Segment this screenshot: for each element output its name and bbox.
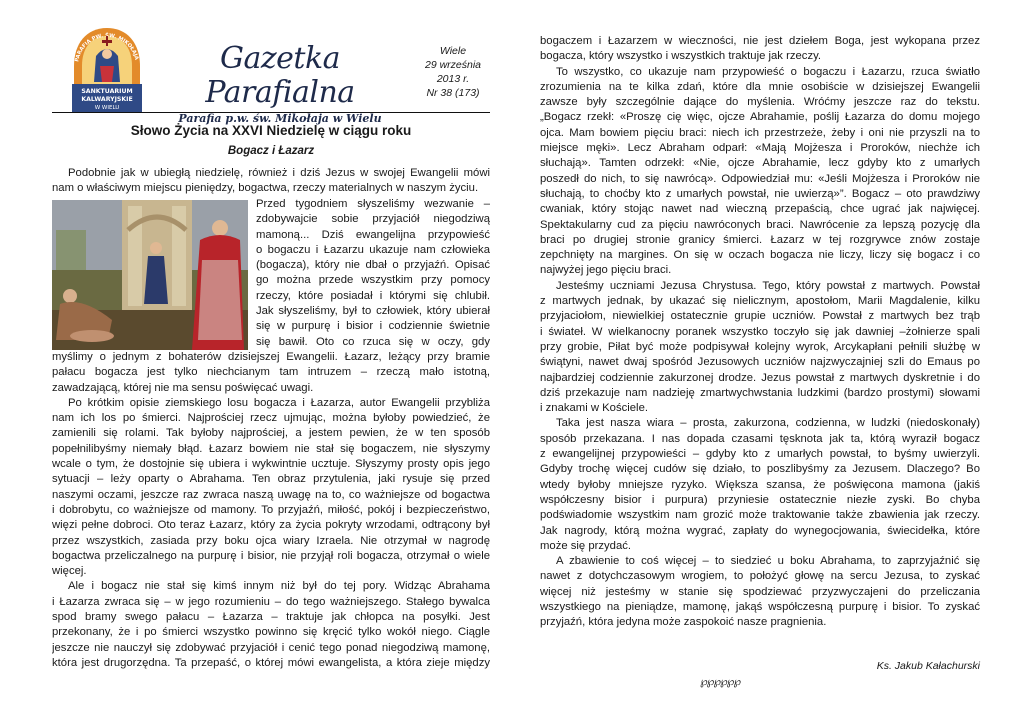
paragraph-line: bogactwa przeliczalnego na purpurę i bisior, nie przyjął roli bogacza, otrzymał o wiele bbox=[52, 549, 490, 562]
paragraph-line: podświadomie wszystkim nam grozić może traktowanie także zbawienia jak rzeczy. bbox=[540, 509, 980, 522]
paragraph-line: więzi pełne dobroci. Oto teraz Łazarz, który za życia pokryty wrzodami, odtrącony był bbox=[52, 519, 490, 532]
paragraph-line: słuchają». Tamten odrzekł: «Nie, ojcze Abrahamie, lecz gdyby kto z umarłych bbox=[540, 157, 980, 170]
paragraph-line: Podobnie jak w ubiegłą niedzielę, również i dziś Jezus w swojej Ewangelii mówi bbox=[68, 167, 490, 179]
paragraph-line: rzeczy, które posiadał i którymi się chlubił. bbox=[256, 289, 490, 302]
paragraph-line: wcale o tym, że dostojnie się ubiera i wykwintnie ucztuje. Słyszymy prosty opis jego bbox=[52, 458, 490, 471]
paragraph-line: poszedł do nich, to się nawrócą». Odpowiedział mu: «Jeśli Mojżesza i Proroków nie bbox=[540, 172, 980, 185]
paragraph-line: nam o właściwym miejscu pieniędzy, bogactwa, rzeczy materialnych w naszym życiu. bbox=[52, 182, 479, 195]
paragraph-line: przyjaźń, która jedyna może zaspokoić nasze pragnienia. bbox=[540, 616, 827, 629]
paragraph-line: To wszystko, co ukazuje nam przypowieść o bogaczu i Łazarzu, rzuca światło bbox=[556, 65, 980, 78]
gazette-subtitle: Parafia p.w. św. Mikołaja w Wielu bbox=[178, 112, 382, 125]
paragraph-line: Gdyby trochę więcej cudów się działo, to poszlibyśmy za Jezusem. Dlaczego? Bo bbox=[540, 463, 980, 476]
paragraph-line: która jest drugorzędna. Ta przepaść, o której mówi ewangelista, a która zieje między bbox=[52, 656, 490, 669]
paragraph-line: zamienili się rolami. Tak byłoby najprościej, a jestem pewien, że w ten sposób bbox=[52, 427, 490, 440]
issue-number: Nr 38 (173) bbox=[426, 87, 480, 99]
paragraph-line: jeszcze nie nauczył się zdobywać przyjaciół i cenić tego ponad niegodziwą mamonę, bbox=[52, 641, 490, 654]
left-column-wrap bbox=[256, 197, 490, 350]
paragraph-line: go można przede wszystkim przy pomocy bbox=[256, 274, 490, 287]
paragraph-line: cwaniak, który stojąc nawet nad wieczną przepaścią, chce ugrać jak najwięcej. bbox=[540, 203, 980, 216]
paragraph-line: najbardziej codziennie zakurzonej drodze. Jezus powstał z martwych dyskretnie i do bbox=[540, 371, 980, 384]
paragraph-line: Jak nagrody, którą można wygrać, zapłaty do wynegocjowania, świecidełka, które bbox=[540, 524, 980, 537]
paragraph-line: sposób przekazana. I nas dopada czasami tęsknota jak ta, którą wyraził bogacz bbox=[540, 432, 980, 445]
left-column-bottom bbox=[52, 350, 490, 671]
paragraph-line: dziś przekazuje nam nadzieję zmartwychwstania ludzkimi (bardzo prostymi) słowami bbox=[540, 386, 980, 399]
paragraph-line: przekonany, że i po śmierci wszystko powinno się kręcić tylko wokół niego. Ciągle bbox=[52, 626, 490, 639]
paragraph-line: zawadzającą, której nie ma sensu poświęcać uwagi. bbox=[52, 381, 314, 394]
paragraph-line: A zbawienie to coś więcej – to siedzieć u boku Abrahama, to zaprzyjaźnić się bbox=[556, 555, 980, 568]
paragraph-line: przy grobie, Piłat być może podpisywał kolejny wyrok, Arcykapłani pełnili służbę w bbox=[540, 340, 980, 353]
issue-info bbox=[410, 44, 496, 100]
paragraph-line: może się przydać. bbox=[540, 539, 632, 552]
paragraph-line: więcej niż jesteśmy w stanie się spodziewać przyzwyczajeni do przeliczania bbox=[540, 585, 980, 598]
paragraph-line: zepchnięty na margines. On się w oczach bogacza nie liczy, liczy się bogacz i co bbox=[540, 249, 980, 262]
paragraph-line: z ewangelijnej przypowieści – gdyby kto z umarłych powstał, to byśmy uwierzyli. bbox=[540, 448, 980, 461]
paragraph-line: i Łazarza zwraca się – w jego rozumieniu – do tego ważniejszego. Stałego bywalca bbox=[52, 595, 490, 608]
paragraph-line: słuchają, to choćby kto z umarłych powstał, nie uwierzą»”. Bogacz – oto prawdziwy bbox=[540, 187, 980, 200]
article-title: Słowo Życia na XXVI Niedzielę w ciągu roku bbox=[130, 123, 412, 138]
parish-logo bbox=[66, 26, 148, 114]
paragraph-line: Jak słyszeliśmy, był to człowiek, który ubierał bbox=[256, 305, 490, 318]
svg-text:KALWARYJSKIE: KALWARYJSKIE bbox=[81, 96, 133, 103]
paragraph-line: braci po drugiej stronie granicy śmierci. Łazarz w tej rozgrywce znów zostaje bbox=[540, 233, 980, 246]
paragraph-line: myślimy o jednym z bohaterów dzisiejszej Ewangelii. Łazarz, leżący przy bramie bbox=[52, 351, 490, 363]
paragraph-line: ojca. Mam bowiem pięciu braci: niech ich przestrzeże, żeby i oni nie przyszli na to bbox=[540, 126, 980, 139]
paragraph-line: przyjaciołom, niewielkiej ostatecznie grupie uczniów. Powstał z martwych bez trąb bbox=[540, 310, 980, 323]
paragraph-line: z martwych jednak, by ukazać się nielicznym, apostołom, Marii Magdalenie, kilku bbox=[540, 295, 980, 308]
paragraph-line: naszymi oczami, jeszcze raz zwraca naszą uwagę na to, co ważniejsze od bogactwa bbox=[52, 488, 490, 501]
paragraph-line: Przed tygodniem słyszeliśmy wezwanie – bbox=[256, 198, 490, 210]
issue-year: 2013 r. bbox=[436, 73, 470, 85]
paragraph-line: popełnilibyśmy niemały błąd. Łazarz bowiem nie stał się bogaczem, nie słyszymy bbox=[52, 442, 490, 455]
paragraph-line: bogacza, który wszystko i wszystkich traktuje jak rzeczy. bbox=[540, 50, 822, 63]
paragraph-line: bogaczem i Łazarzem w wieczności, nie jest dziełem Boga, jest wykopana przez bbox=[540, 35, 980, 47]
svg-text:W WIELU: W WIELU bbox=[94, 105, 120, 111]
paragraph-line: współczesny bisior i purpura) przyniesie ostatecznie niezłe zyski. Bo chyba bbox=[540, 493, 980, 506]
paragraph-line: zdobywajcie sobie przyjaciół niegodziwą bbox=[256, 213, 490, 226]
paragraph-line: o bogaczu i Łazarzu ukazuje nam człowieka bbox=[256, 243, 490, 256]
article-subtitle: Bogacz i Łazarz bbox=[227, 145, 315, 157]
ornament-divider: ℘℘℘℘℘℘ bbox=[700, 675, 741, 688]
paragraph-line: i dobrobytu, co ważniejsze od mamony. To przyjaźń, miłość, pokój i bezpieczeństwo, bbox=[52, 503, 490, 516]
paragraph-line: przez wszystkich, zasiada przy boku ojca wiary Izraela. Nie otrzymał w nagrodę bbox=[52, 534, 490, 547]
paragraph-line: sytuacji – leży oparty o Abrahama. Ten obraz przytulenia, jaki rysuje się przed bbox=[52, 473, 490, 486]
author-signature: Ks. Jakub Kałachurski bbox=[876, 660, 980, 672]
paragraph-line: mamoną... Dziś ewangelijna przypowieść bbox=[256, 228, 490, 241]
paragraph-line: więcej. bbox=[52, 565, 87, 578]
paragraph-line: Taka jest nasza wiara – prosta, zakurzona, codzienna, w ludzki (niedoskonały) bbox=[556, 417, 980, 430]
paragraph-line: nawet z dotychczasowym wrogiem, to położyć głowę na sercu Jezusa, to zyskać bbox=[540, 570, 980, 583]
paragraph-line: Spektakularny cud za pięciu nawróconych braci. Nawrócenie za lepszą pozycję dla bbox=[540, 218, 980, 231]
paragraph-line: miejsce męki». Lecz Abraham odparł: «Mają Mojżesza i Proroków, niechże ich bbox=[540, 142, 980, 155]
paragraph-line: pałacu bogacza jest tylko niechcianym tam intruzem – rzeczą mało istotną, bbox=[52, 366, 490, 379]
issue-place: Wiele bbox=[439, 45, 467, 57]
right-column bbox=[540, 34, 980, 631]
paragraph-line: się bawił. Oto co rzuca się w oczy, gdy bbox=[256, 335, 490, 348]
paragraph-line: najwyżej jego pięciu braci. bbox=[540, 264, 672, 277]
paragraph-line: świątyni, nawet dwaj spośród Jezusowych uczniów najzwyczajniej szli do Emaus po bbox=[540, 356, 980, 369]
paragraph-line: zrozumienia na te kilka zdań, które dla mnie osobiście w dzisiejszej Ewangelii bbox=[540, 80, 980, 93]
header-divider bbox=[52, 112, 490, 113]
gazette-title: Gazetka Parafialna bbox=[205, 41, 355, 110]
paragraph-line: Ale i bogacz nie stał się kimś innym niż był do tej pory. Widząc Abrahama bbox=[68, 580, 490, 593]
paragraph-line: się w purpurę i bisior i codziennie świetnie bbox=[256, 320, 490, 333]
paragraph-line: (bogacza), który nie dbał o przyjaźń. Opisać bbox=[256, 259, 490, 272]
paragraph-line: i znakami w Kościele. bbox=[540, 402, 648, 415]
paragraph-line: Po krótkim opisie ziemskiego losu bogacza i Łazarza, autor Ewangelii przybliża bbox=[68, 396, 490, 409]
paragraph-line: Jesteśmy uczniami Jezusa Chrystusa. Tego, który powstał z martwych. Powstał bbox=[556, 279, 980, 292]
paragraph-line: i świateł. W wielkanocny poranek wszystko toczyło się jak dawniej –żołnierze spali bbox=[540, 325, 980, 338]
left-column-top bbox=[52, 166, 490, 197]
paragraph-line: spod bramy swego pałacu – Łazarza – traktuje jak chłopca na posyłki. Jest bbox=[52, 611, 490, 624]
paragraph-line: zawsze były szczególnie dające do myślenia. Wróćmy jeszcze raz do tekstu. bbox=[540, 96, 980, 109]
svg-text:SANKTUARIUM: SANKTUARIUM bbox=[81, 88, 133, 95]
svg-text:PARAFIA PW. ŚW. MIKOŁAJA: PARAFIA PW. W. MIKOŁAJA bbox=[74, 32, 140, 63]
paragraph-line: wszystkiego na pieniądze, mamonę, jakąś współczesną purpurę i bisior. To zyskać bbox=[540, 600, 980, 613]
paragraph-line: wtedy byłoby mniejsze ryzyko. Większa szansa, że poświęcona mamona (jakiś bbox=[540, 478, 980, 491]
paragraph-line: „Bogacz rzekł: «Proszę cię więc, ojcze Abrahamie, poślij Łazarza do domu mojego bbox=[540, 111, 980, 124]
issue-date: 29 września bbox=[424, 59, 482, 71]
paragraph-line: nam ich los po śmierci. Najprościej rzecz ujmując, można byłoby powiedzieć, że bbox=[52, 412, 490, 425]
rich-man-and-lazarus-painting bbox=[52, 200, 248, 350]
